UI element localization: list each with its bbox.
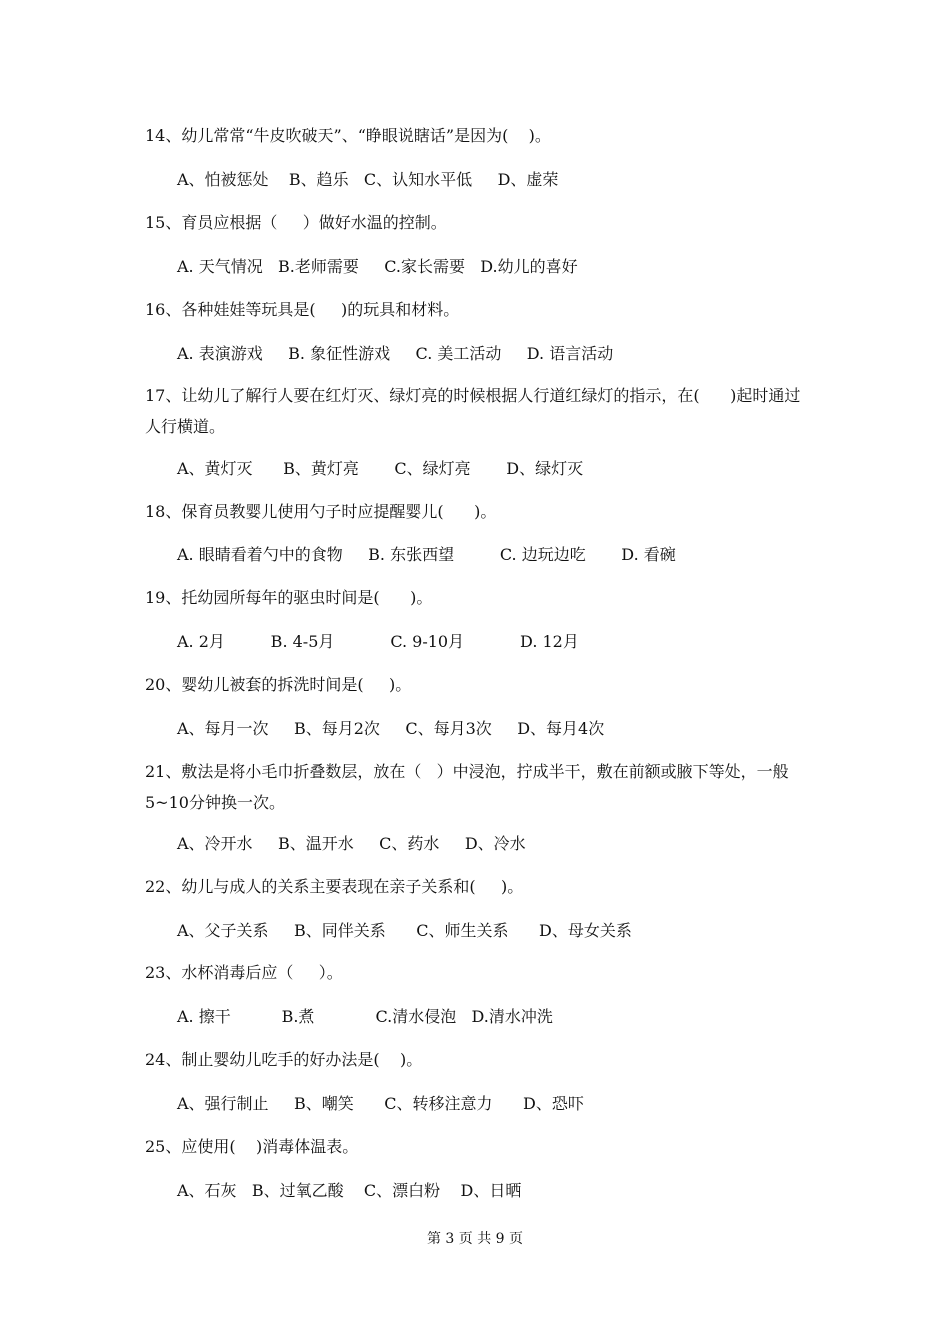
question-16: 16、各种娃娃等玩具是( )的玩具和材料。 [145,300,460,319]
options-25: A、石灰 B、过氧乙酸 C、漂白粉 D、日晒 [177,1181,522,1200]
question-25: 25、应使用( )消毒体温表。 [145,1137,359,1156]
question-22: 22、幼儿与成人的关系主要表现在亲子关系和( )。 [145,877,524,896]
question-18: 18、保育员教婴儿使用勺子时应提醒婴儿( )。 [145,502,497,521]
options-14: A、怕被惩处 B、趋乐 C、认知水平低 D、虚荣 [177,170,559,189]
options-21: A、冷开水 B、温开水 C、药水 D、冷水 [177,834,526,853]
options-16: A. 表演游戏 B. 象征性游戏 C. 美工活动 D. 语言活动 [177,344,614,363]
question-15: 15、育员应根据（ ）做好水温的控制。 [145,213,447,232]
options-20: A、每月一次 B、每月2次 C、每月3次 D、每月4次 [177,719,605,738]
question-24: 24、制止婴幼儿吃手的好办法是( )。 [145,1050,423,1069]
question-14: 14、幼儿常常“牛皮吹破天”、“睁眼说瞎话”是因为( )。 [145,126,551,145]
page-footer: 第 3 页 共 9 页 [426,1231,524,1247]
question-19: 19、托幼园所每年的驱虫时间是( )。 [145,588,433,607]
options-17: A、黄灯灭 B、黄灯亮 C、绿灯亮 D、绿灯灭 [177,459,584,478]
question-23: 23、水杯消毒后应（ ）。 [145,963,343,982]
options-18: A. 眼睛看着勺中的食物 B. 东张西望 C. 边玩边吃 D. 看碗 [177,545,676,564]
options-23: A. 擦干 B.煮 C.清水侵泡 D.清水冲洗 [177,1007,553,1026]
options-22: A、父子关系 B、同伴关系 C、师生关系 D、母女关系 [177,921,632,940]
question-20: 20、婴幼儿被套的拆洗时间是( )。 [145,675,412,694]
options-19: A. 2月 B. 4-5月 C. 9-10月 D. 12月 [177,632,579,651]
options-24: A、强行制止 B、嘲笑 C、转移注意力 D、恐吓 [177,1094,584,1113]
options-15: A. 天气情况 B.老师需要 C.家长需要 D.幼儿的喜好 [177,257,578,276]
question-17: 17、让幼儿了解行人要在红灯灭、绿灯亮的时候根据人行道红绿灯的指示，在( )起时通过人行横道。 [145,386,801,436]
question-21: 21、敷法是将小毛巾折叠数层，放在（ ）中浸泡，拧成半干，敷在前额或腋下等处，一般5~10分钟换一次。 [145,762,789,812]
